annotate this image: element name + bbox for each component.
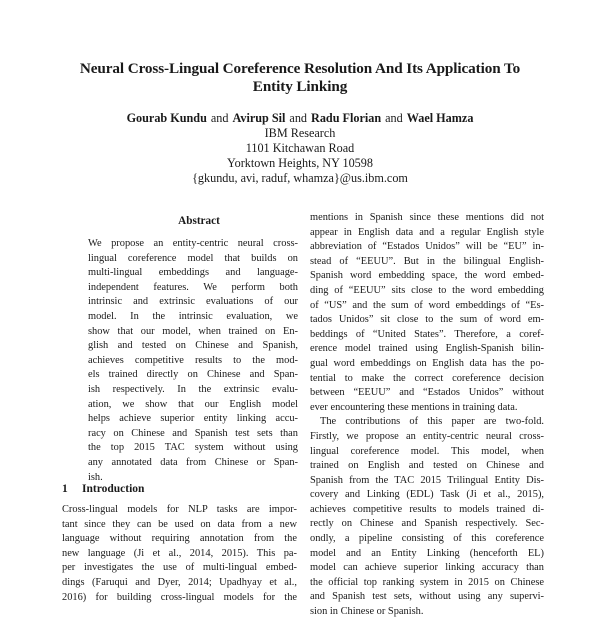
abstract-line: els trained directly on Chinese and Span- [88, 369, 298, 381]
body-line: and Spanish test sets, without using any supervi- [310, 591, 544, 603]
body-line: covery and Linking (EDL) Task (Ji et al., 2015), [310, 489, 544, 501]
body-line: tential to make the correct coreference decision [310, 372, 544, 384]
body-line: erence model trained using English-Spanish bilin- [310, 343, 544, 355]
body-line: The contributions of this paper are two-fold. [320, 416, 544, 428]
abstract-line: We propose an entity-centric neural cross- [88, 238, 298, 249]
body-line: achieves competitive results to models trained di- [310, 503, 544, 515]
abstract-line: racy on Chinese and Spanish test sets than [88, 427, 298, 439]
body-line: ding of “EEUU” sits close to the word embedding [310, 284, 544, 296]
introduction-body [62, 503, 297, 605]
intro-line: language without requiring annotation from the [62, 533, 297, 545]
section-heading-introduction [62, 482, 144, 496]
right-column-body [310, 211, 544, 620]
body-line: between “EEUU” and “Estados Unidos” without [310, 387, 544, 399]
body-line: sion in Chinese or Spanish. [310, 606, 424, 618]
title-line-2: Entity Linking [252, 78, 348, 95]
body-line: Spanish word embedding space, the word embed- [310, 270, 544, 282]
author-name: Gourab Kundu [126, 111, 207, 125]
paper-title [60, 60, 540, 96]
author-list [60, 111, 540, 126]
intro-line: new language (Ji et al., 2014, 2015). This pa- [62, 547, 297, 559]
body-line: mentions in Spanish since these mentions did not [310, 212, 544, 223]
body-line: model can achieve superior linking accuracy than [310, 562, 544, 574]
author-separator: and [210, 111, 229, 125]
author-separator: and [385, 111, 403, 125]
affiliation-street: 1101 Kitchawan Road [245, 141, 355, 155]
author-separator: and [289, 111, 308, 125]
body-line: rectly on Chinese and Spanish respectively. Sec- [310, 518, 544, 530]
affiliation-institution: IBM Research [264, 126, 336, 140]
section-number: 1 [62, 483, 68, 495]
abstract-line: achieves competitive results to the mod- [88, 354, 298, 366]
abstract-line: independent features. We perform both [88, 281, 298, 293]
abstract-line: ish respectively. In the extrinsic evalu- [88, 383, 298, 395]
abstract-body [88, 237, 298, 485]
abstract-line: lingual coreference model that builds on [88, 252, 298, 264]
intro-line: Cross-lingual models for NLP tasks are impor- [62, 504, 297, 515]
abstract-line: glish and tested on Chinese and Spanish, [88, 340, 298, 352]
abstract-line: any annotated data from Chinese or Span- [88, 456, 298, 468]
abstract-line: model. In the intrinsic evaluation, we [88, 310, 298, 322]
body-line: Spanish from the TAC 2015 Trilingual Entity Dis- [310, 474, 544, 486]
body-line: Firstly, we propose an entity-centric neural cross- [310, 430, 544, 442]
abstract-line: the top 2015 TAC system without using [88, 442, 298, 454]
body-line: ondly, a pipeline consisting of this coreference [310, 533, 544, 545]
body-line: beddings of “United States”. Therefore, a coref- [310, 328, 544, 340]
author-name: Radu Florian [311, 111, 382, 125]
abstract-line: ish. [88, 471, 103, 483]
author-name: Wael Hamza [406, 111, 474, 125]
intro-line: tant since they can be used on data from a new [62, 518, 297, 530]
author-emails: {gkundu, avi, raduf, whamza}@us.ibm.com [192, 171, 408, 185]
author-block [60, 111, 540, 186]
body-line: appear in English data and a regular English style [310, 226, 544, 238]
intro-line: dings (Faruqui and Dyer, 2014; Upadhyay et al., [62, 576, 297, 588]
body-line: trained on English and tested on Chinese and [310, 460, 544, 472]
abstract-line: multi-lingual embeddings and language- [88, 267, 298, 279]
abstract-line: helps achieve superior entity linking accu- [88, 413, 298, 425]
abstract-line: show that our model, when trained on En- [88, 325, 298, 337]
intro-line: per investigates the use of multi-lingual embed- [62, 562, 297, 574]
intro-line: 2016) for building cross-lingual models for the [62, 591, 297, 603]
section-title: Introduction [82, 483, 145, 495]
abstract-heading: Abstract [178, 215, 220, 227]
body-line: ever encountering these mentions in training data. [310, 401, 518, 413]
abstract-line: ation, we show that our English model [88, 398, 298, 410]
author-name: Avirup Sil [232, 111, 286, 125]
affiliation-city: Yorktown Heights, NY 10598 [227, 156, 373, 170]
title-line-1: Neural Cross-Lingual Coreference Resolution And Its Application To [79, 60, 521, 77]
body-line: stead of “EEUU”. But in the bilingual English- [310, 255, 544, 267]
body-line: gual word embeddings on English data has the po- [310, 357, 544, 369]
body-line: abbreviation of “Estados Unidos” will be “EU” in- [310, 241, 544, 253]
body-line: model and an Entity Linking (henceforth EL) [310, 547, 544, 559]
body-line: lingual coreference model. This model, when [310, 445, 544, 457]
body-line: of “US” and the sum of word embeddings of “Es- [310, 299, 544, 311]
abstract-line: intrinsic and extrinsic evaluations of our [88, 296, 298, 308]
body-line: tados Unidos” sit close to the sum of word em- [310, 314, 544, 326]
body-line: the official top ranking system in 2015 on Chinese [310, 576, 544, 588]
